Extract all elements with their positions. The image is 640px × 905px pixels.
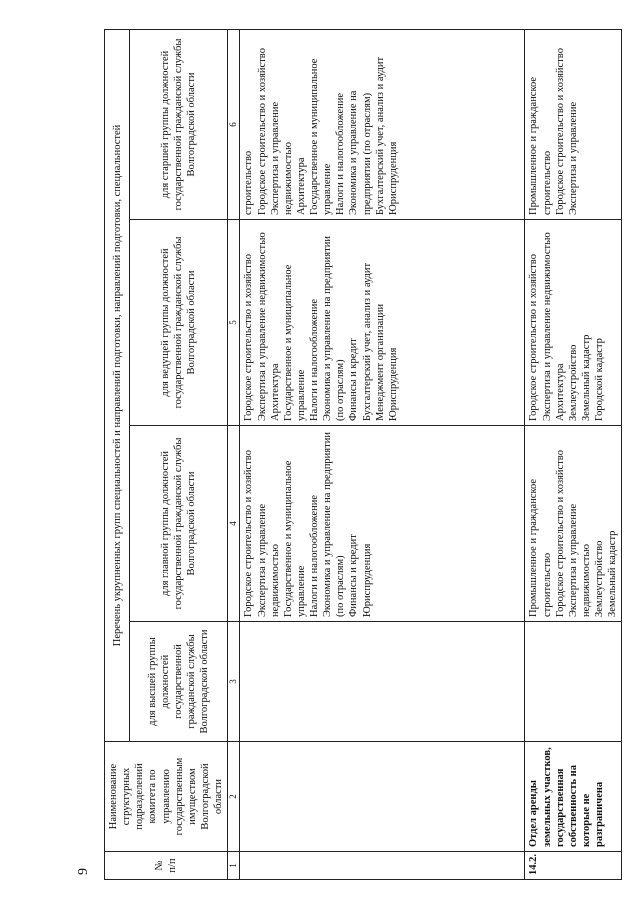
list-item: Архитектура	[295, 157, 307, 215]
header-main: для главной группы должностей государственной гражданской службы Волгоградской области	[130, 426, 228, 622]
column-number: 6	[228, 29, 240, 219]
row-unit	[240, 742, 525, 852]
list-item: Землеустройство	[594, 540, 605, 617]
list-item: Городской кадастр	[594, 338, 605, 421]
list-item: Государственное и муниципальное управление	[282, 264, 307, 421]
list-item: Экономика и управление на предприятии (по отраслям)	[348, 90, 373, 215]
row-main	[240, 426, 525, 622]
list-item: Юриспруденция	[361, 543, 373, 617]
list-item: Экспертиза и управление	[567, 101, 579, 215]
list-item: Государственное и муниципальное управление	[282, 460, 307, 617]
list-item: Городское строительство и хозяйство	[256, 48, 268, 215]
row-leading	[240, 220, 525, 426]
list-item: Экспертиза и управление недвижимостью	[567, 503, 592, 617]
list-item: Налоги и налогообложение	[309, 298, 320, 421]
list-item: Архитектура	[269, 363, 281, 421]
column-number: 2	[228, 742, 240, 852]
header-highest: для высшей группы должностей государственной гражданской службы Волгоградской области	[130, 622, 228, 742]
list-item: Городское строительство и хозяйство	[554, 48, 566, 215]
list-item: Архитектура	[554, 363, 566, 421]
list-item: Городское строительство и хозяйство	[243, 254, 255, 421]
list-item: Земельный кадастр	[607, 530, 619, 617]
specialties-table	[104, 29, 622, 880]
list-item: Экспертиза и управление недвижимостью	[256, 232, 268, 421]
list-item: Финансы и кредит	[348, 534, 360, 617]
table-row-14-2	[525, 29, 622, 879]
header-unit: Наименование структурных подразделений комитета по управлению государственным имуществом Волгоградской области	[105, 742, 228, 852]
column-number: 4	[228, 426, 240, 622]
column-number: 1	[228, 852, 240, 880]
list-item: Городское строительство и хозяйство	[528, 254, 540, 421]
header-group: Перечень укрупненных групп специальностей и направлений подготовки, направлений подготовки, специальностей	[105, 29, 130, 741]
row-unit: Отдел аренды земельных участков, государственная собственность на которые не разграничена	[525, 742, 622, 852]
list-item: Экономика и управление на предприятии (по отраслям)	[322, 432, 347, 617]
list-item: Экспертиза и управление недвижимостью	[541, 232, 553, 421]
list-item: Городское строительство и хозяйство	[554, 450, 566, 617]
header-leading: для ведущей группы должностей государственной гражданской службы Волгоградской области	[130, 220, 228, 426]
list-item: Юриспруденция	[387, 347, 399, 421]
row-senior	[525, 29, 622, 219]
list-item: строительство	[243, 150, 255, 215]
table-row-continuation	[240, 29, 525, 879]
column-number: 5	[228, 220, 240, 426]
list-item: Налоги и налогообложение	[335, 92, 347, 215]
list-item: Финансы и кредит	[348, 338, 360, 421]
row-senior	[240, 29, 525, 219]
row-main	[525, 426, 622, 622]
list-item: Бухгалтерский учет, анализ и аудит	[361, 262, 373, 421]
list-item: Землеустройство	[567, 344, 579, 421]
list-item: Государственное и муниципальное управление	[309, 58, 334, 215]
header-num: № п/п	[105, 852, 228, 880]
row-highest	[525, 622, 622, 742]
row-num: 14.2.	[525, 852, 622, 880]
list-item: Земельный кадастр	[580, 334, 592, 421]
list-item: Промышленное и гражданское строительство	[528, 478, 553, 617]
list-item: Юриспруденция	[387, 141, 399, 215]
row-num	[240, 852, 525, 880]
list-item: Городское строительство и хозяйство	[243, 450, 255, 617]
list-item: Экспертиза и управление недвижимостью	[269, 101, 294, 215]
column-number-row	[228, 29, 240, 879]
list-item: Экспертиза и управление недвижимостью	[256, 503, 281, 617]
list-item: Бухгалтерский учет, анализ и аудит	[374, 56, 386, 215]
list-item: Налоги и налогообложение	[309, 494, 320, 617]
list-item: Экономика и управление на предприятии (по отраслям)	[322, 236, 347, 421]
header-senior: для старшей группы должностей государственной гражданской службы Волгоградской области	[130, 29, 228, 219]
row-highest	[240, 622, 525, 742]
row-leading	[525, 220, 622, 426]
page-number: 9	[76, 868, 91, 875]
list-item: Промышленное и гражданское строительство	[528, 76, 553, 215]
column-number: 3	[228, 622, 240, 742]
rotated-page	[74, 30, 634, 880]
list-item: Менеджмент организации	[374, 303, 386, 421]
